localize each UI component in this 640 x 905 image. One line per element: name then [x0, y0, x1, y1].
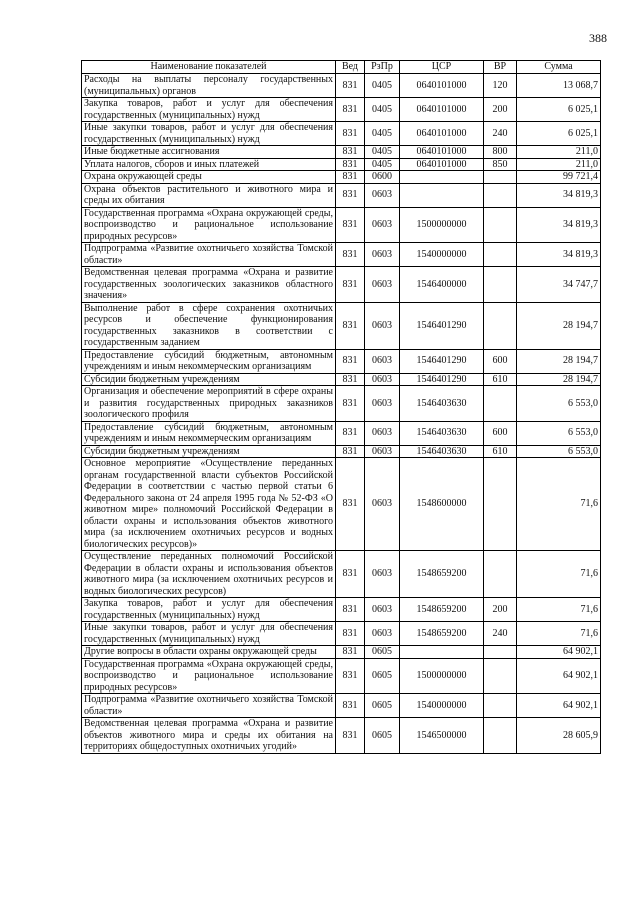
row-vr: 120 — [484, 74, 517, 98]
header-csr: ЦСР — [400, 61, 484, 74]
row-csr: 1548659200 — [400, 598, 484, 622]
row-ved: 831 — [336, 622, 365, 646]
row-sum: 6 025,1 — [517, 98, 601, 122]
row-name: Ведомственная целевая программа «Охрана и развитие государственных зоологических заказников областного значения» — [82, 267, 336, 303]
row-name: Охрана окружающей среды — [82, 171, 336, 184]
table-row — [82, 658, 601, 694]
row-rzpr: 0603 — [365, 551, 400, 598]
row-csr: 1546403630 — [400, 445, 484, 458]
row-sum: 6 025,1 — [517, 122, 601, 146]
row-vr — [484, 646, 517, 659]
page-number: 388 — [589, 31, 607, 45]
row-name: Расходы на выплаты персоналу государственных (муниципальных) органов — [82, 74, 336, 98]
row-rzpr: 0605 — [365, 718, 400, 754]
row-sum: 64 902,1 — [517, 658, 601, 694]
table-row — [82, 207, 601, 243]
row-csr: 0640101000 — [400, 74, 484, 98]
row-ved: 831 — [336, 386, 365, 422]
row-csr: 0640101000 — [400, 146, 484, 159]
table-row — [82, 458, 601, 551]
header-ved: Вед — [336, 61, 365, 74]
row-csr — [400, 171, 484, 184]
table-row — [82, 171, 601, 184]
table-row — [82, 183, 601, 207]
row-vr — [484, 243, 517, 267]
row-csr: 1500000000 — [400, 658, 484, 694]
header-vr: ВР — [484, 61, 517, 74]
table-row — [82, 445, 601, 458]
row-vr: 200 — [484, 598, 517, 622]
row-csr: 0640101000 — [400, 158, 484, 171]
row-vr — [484, 458, 517, 551]
row-rzpr: 0605 — [365, 646, 400, 659]
row-ved: 831 — [336, 373, 365, 386]
row-rzpr: 0603 — [365, 302, 400, 349]
table-row — [82, 373, 601, 386]
table-row — [82, 551, 601, 598]
row-csr: 1548600000 — [400, 458, 484, 551]
row-ved: 831 — [336, 171, 365, 184]
row-vr — [484, 694, 517, 718]
row-sum: 64 902,1 — [517, 694, 601, 718]
row-rzpr: 0600 — [365, 171, 400, 184]
table-row — [82, 302, 601, 349]
row-csr: 1546403630 — [400, 421, 484, 445]
table-row — [82, 646, 601, 659]
row-rzpr: 0603 — [365, 207, 400, 243]
row-rzpr: 0603 — [365, 622, 400, 646]
row-vr — [484, 551, 517, 598]
row-vr: 200 — [484, 98, 517, 122]
table-header-row — [82, 61, 601, 74]
row-sum: 64 902,1 — [517, 646, 601, 659]
row-sum: 28 194,7 — [517, 302, 601, 349]
row-vr: 850 — [484, 158, 517, 171]
row-ved: 831 — [336, 646, 365, 659]
row-name: Уплата налогов, сборов и иных платежей — [82, 158, 336, 171]
row-sum: 211,0 — [517, 146, 601, 159]
row-rzpr: 0603 — [365, 243, 400, 267]
row-name: Подпрограмма «Развитие охотничьего хозяйства Томской области» — [82, 694, 336, 718]
row-name: Осуществление переданных полномочий Российской Федерации в области охраны и использования объектов животного мира (за исключением охотничьих ресурсов и водных биологических ресурсов) — [82, 551, 336, 598]
row-ved: 831 — [336, 158, 365, 171]
row-vr: 240 — [484, 622, 517, 646]
row-sum: 99 721,4 — [517, 171, 601, 184]
row-vr — [484, 207, 517, 243]
row-ved: 831 — [336, 302, 365, 349]
row-ved: 831 — [336, 122, 365, 146]
row-vr: 600 — [484, 349, 517, 373]
row-ved: 831 — [336, 267, 365, 303]
row-sum: 28 194,7 — [517, 373, 601, 386]
row-sum: 6 553,0 — [517, 445, 601, 458]
row-vr — [484, 183, 517, 207]
row-name: Основное мероприятие «Осуществление переданных органам государственной власти субъектов Российской Федерации в соответствии с частью первой статьи 6 Федерального закона от 24 апреля 1995 года № 52-ФЗ «О животном мире» полномочий Российской Федерации в области охраны и использования объектов животного мира (за исключением охотничьих ресурсов и водных биологических ресурсов)» — [82, 458, 336, 551]
row-csr: 1540000000 — [400, 694, 484, 718]
row-rzpr: 0603 — [365, 349, 400, 373]
row-sum: 71,6 — [517, 458, 601, 551]
row-sum: 71,6 — [517, 598, 601, 622]
row-name: Закупка товаров, работ и услуг для обеспечения государственных (муниципальных) нужд — [82, 98, 336, 122]
row-ved: 831 — [336, 694, 365, 718]
row-csr: 1546401290 — [400, 373, 484, 386]
table-row — [82, 98, 601, 122]
row-rzpr: 0605 — [365, 694, 400, 718]
row-vr: 600 — [484, 421, 517, 445]
row-sum: 34 747,7 — [517, 267, 601, 303]
row-sum: 34 819,3 — [517, 207, 601, 243]
row-csr: 1500000000 — [400, 207, 484, 243]
row-name: Субсидии бюджетным учреждениям — [82, 373, 336, 386]
row-ved: 831 — [336, 349, 365, 373]
row-ved: 831 — [336, 458, 365, 551]
row-csr: 0640101000 — [400, 98, 484, 122]
row-rzpr: 0603 — [365, 267, 400, 303]
row-ved: 831 — [336, 98, 365, 122]
row-ved: 831 — [336, 598, 365, 622]
row-name: Государственная программа «Охрана окружающей среды, воспроизводство и рациональное использование природных ресурсов» — [82, 207, 336, 243]
row-csr: 1548659200 — [400, 622, 484, 646]
row-name: Иные бюджетные ассигнования — [82, 146, 336, 159]
row-csr: 1546500000 — [400, 718, 484, 754]
row-vr: 610 — [484, 373, 517, 386]
table-body — [82, 74, 601, 754]
row-rzpr: 0405 — [365, 158, 400, 171]
row-ved: 831 — [336, 243, 365, 267]
table-row — [82, 243, 601, 267]
table-row — [82, 598, 601, 622]
row-name: Субсидии бюджетным учреждениям — [82, 445, 336, 458]
row-csr: 1546401290 — [400, 349, 484, 373]
table-row — [82, 158, 601, 171]
row-rzpr: 0603 — [365, 598, 400, 622]
row-rzpr: 0603 — [365, 445, 400, 458]
row-name: Ведомственная целевая программа «Охрана и развитие объектов животного мира и среды их обитания на территориях общедоступных охотничьих угодий» — [82, 718, 336, 754]
row-name: Предоставление субсидий бюджетным, автономным учреждениям и иным некоммерческим организациям — [82, 421, 336, 445]
table-row — [82, 146, 601, 159]
header-name: Наименование показателей — [82, 61, 336, 74]
row-sum: 6 553,0 — [517, 386, 601, 422]
row-vr — [484, 171, 517, 184]
row-rzpr: 0603 — [365, 183, 400, 207]
row-csr: 1546400000 — [400, 267, 484, 303]
row-name: Выполнение работ в сфере сохранения охотничьих ресурсов и обеспечение функционирования государственных заказников в соответствии с государственным заданием — [82, 302, 336, 349]
row-ved: 831 — [336, 658, 365, 694]
table-row — [82, 349, 601, 373]
row-vr: 610 — [484, 445, 517, 458]
row-ved: 831 — [336, 207, 365, 243]
row-sum: 34 819,3 — [517, 243, 601, 267]
row-name: Закупка товаров, работ и услуг для обеспечения государственных (муниципальных) нужд — [82, 598, 336, 622]
row-ved: 831 — [336, 74, 365, 98]
table-row — [82, 622, 601, 646]
row-vr — [484, 718, 517, 754]
table-row — [82, 718, 601, 754]
row-rzpr: 0405 — [365, 74, 400, 98]
row-sum: 6 553,0 — [517, 421, 601, 445]
row-ved: 831 — [336, 421, 365, 445]
row-sum: 13 068,7 — [517, 74, 601, 98]
row-csr: 1548659200 — [400, 551, 484, 598]
table-row — [82, 267, 601, 303]
header-rzpr: РзПр — [365, 61, 400, 74]
row-csr: 1546403630 — [400, 386, 484, 422]
row-csr — [400, 646, 484, 659]
row-rzpr: 0603 — [365, 386, 400, 422]
row-name: Предоставление субсидий бюджетным, автономным учреждениям и иным некоммерческим организациям — [82, 349, 336, 373]
row-name: Охрана объектов растительного и животного мира и среды их обитания — [82, 183, 336, 207]
row-vr: 240 — [484, 122, 517, 146]
row-sum: 71,6 — [517, 622, 601, 646]
table-row — [82, 122, 601, 146]
row-sum: 71,6 — [517, 551, 601, 598]
row-sum: 34 819,3 — [517, 183, 601, 207]
row-vr — [484, 267, 517, 303]
row-ved: 831 — [336, 718, 365, 754]
row-vr: 800 — [484, 146, 517, 159]
row-name: Подпрограмма «Развитие охотничьего хозяйства Томской области» — [82, 243, 336, 267]
row-name: Организация и обеспечение мероприятий в сфере охраны и развития государственных природных заказников зоологического профиля — [82, 386, 336, 422]
row-sum: 28 605,9 — [517, 718, 601, 754]
row-rzpr: 0603 — [365, 421, 400, 445]
row-name: Иные закупки товаров, работ и услуг для обеспечения государственных (муниципальных) нужд — [82, 622, 336, 646]
row-name: Иные закупки товаров, работ и услуг для обеспечения государственных (муниципальных) нужд — [82, 122, 336, 146]
row-name: Другие вопросы в области охраны окружающей среды — [82, 646, 336, 659]
row-rzpr: 0605 — [365, 658, 400, 694]
row-csr — [400, 183, 484, 207]
row-ved: 831 — [336, 183, 365, 207]
row-rzpr: 0603 — [365, 373, 400, 386]
row-vr — [484, 658, 517, 694]
row-csr: 1540000000 — [400, 243, 484, 267]
header-sum: Сумма — [517, 61, 601, 74]
row-ved: 831 — [336, 445, 365, 458]
table-row — [82, 74, 601, 98]
budget-table — [81, 60, 601, 754]
row-csr: 0640101000 — [400, 122, 484, 146]
row-sum: 28 194,7 — [517, 349, 601, 373]
row-vr — [484, 386, 517, 422]
row-rzpr: 0405 — [365, 98, 400, 122]
row-rzpr: 0603 — [365, 458, 400, 551]
table-row — [82, 694, 601, 718]
table-row — [82, 386, 601, 422]
table-row — [82, 421, 601, 445]
row-ved: 831 — [336, 146, 365, 159]
row-rzpr: 0405 — [365, 146, 400, 159]
row-vr — [484, 302, 517, 349]
row-rzpr: 0405 — [365, 122, 400, 146]
row-csr: 1546401290 — [400, 302, 484, 349]
row-name: Государственная программа «Охрана окружающей среды, воспроизводство и рациональное использование природных ресурсов» — [82, 658, 336, 694]
row-sum: 211,0 — [517, 158, 601, 171]
row-ved: 831 — [336, 551, 365, 598]
